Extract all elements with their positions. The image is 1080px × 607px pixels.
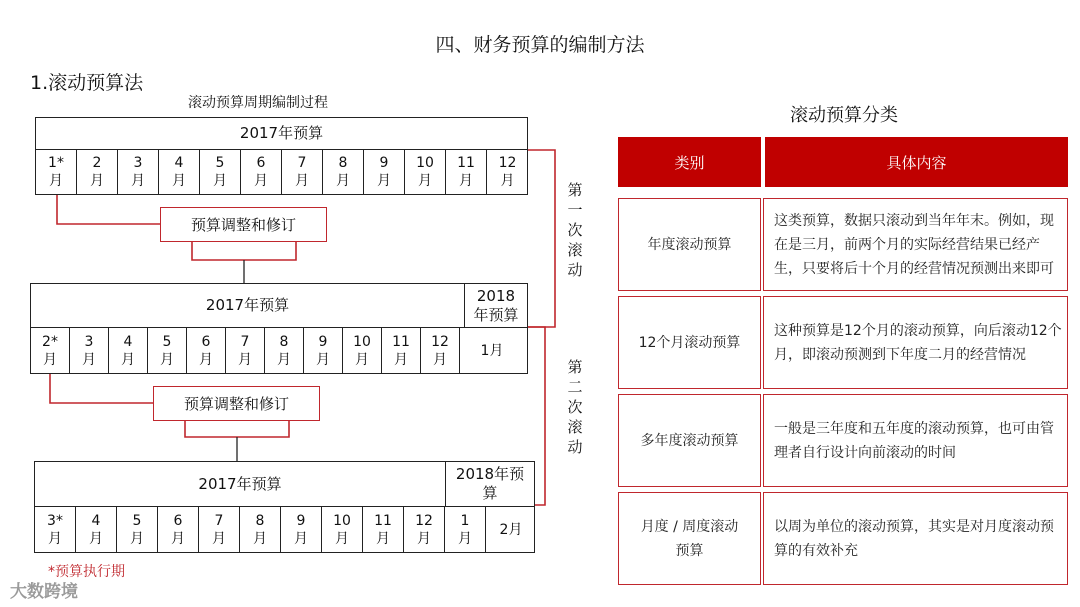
month-cell: 10 月	[322, 507, 363, 552]
month-cell: 12 月	[421, 328, 460, 373]
month-cell: 2* 月	[31, 328, 70, 373]
month-cell: 11 月	[363, 507, 404, 552]
month-cell: 12 月	[498, 155, 517, 189]
table-row-content: 这种预算是12个月的滚动预算，向后滚动12个月，即滚动预测到下年度二月的经营情况	[763, 296, 1068, 389]
month-cell: 6 月	[241, 150, 282, 194]
month-cell: 6 月	[187, 328, 226, 373]
table-header-category: 类别	[618, 137, 761, 187]
month-cell: 11 月	[446, 150, 487, 194]
month-cell: 7 月	[199, 507, 240, 552]
month-cell: 5 月	[200, 150, 241, 194]
month-cell: 3 月	[118, 150, 159, 194]
second-roll-label: 第二次滚动	[567, 358, 583, 456]
month-cell: 8 月	[240, 507, 281, 552]
month-cell: 1* 月	[36, 150, 77, 194]
month-cell: 7 月	[226, 328, 265, 373]
month-cell: 12 月	[404, 507, 445, 552]
month-cell: 8 月	[265, 328, 304, 373]
month-cell: 9 月	[364, 150, 405, 194]
row1-header-label: 2017年预算	[239, 124, 324, 142]
row3-months	[34, 506, 535, 553]
adjust-box-2: 预算调整和修订	[153, 386, 320, 421]
row3-header-label: 2017年预算	[198, 474, 282, 493]
row2-header2	[464, 283, 528, 328]
month-cell: 3* 月	[35, 507, 76, 552]
month-cell: 4 月	[159, 150, 200, 194]
month-cell: 7 月	[282, 150, 323, 194]
month-cell: 5 月	[148, 328, 187, 373]
month-cell: 9 月	[304, 328, 343, 373]
table-title: 滚动预算分类	[790, 105, 898, 126]
row2-header2-label: 2018 年预算	[473, 286, 519, 324]
watermark-logo: 大数跨境	[10, 582, 78, 602]
month-cell: 6 月	[158, 507, 199, 552]
table-row-category: 年度滚动预算	[618, 198, 761, 291]
month-cell: 10 月	[405, 150, 446, 194]
month-cell: 11 月	[382, 328, 421, 373]
first-roll-label: 第一次滚动	[567, 181, 583, 279]
month-cell: 4 月	[109, 328, 148, 373]
month-cell: 5 月	[117, 507, 158, 552]
row3-header2	[445, 461, 535, 507]
row3-header	[34, 461, 446, 507]
execution-period-note: *预算执行期	[48, 564, 125, 580]
month-cell: 1 月	[445, 507, 486, 552]
table-row-category: 多年度滚动预算	[618, 394, 761, 487]
row2-months	[30, 327, 528, 374]
diagram-caption: 滚动预算周期编制过程	[188, 95, 328, 111]
table-row-category: 12个月滚动预算	[618, 296, 761, 389]
month-cell: 10 月	[343, 328, 382, 373]
table-row-category: 月度 / 周度滚动 预算	[618, 492, 761, 585]
table-row-content: 这类预算，数据只滚动到当年年末。例如，现在是三月，前两个月的实际经营结果已经产生，只要将后十个月的经营情况预测出来即可	[763, 198, 1068, 291]
month-cell: 2 月	[77, 150, 118, 194]
month-cell: 1月	[480, 342, 504, 359]
row1-months	[35, 149, 528, 195]
section-heading: 1.滚动预算法	[30, 72, 144, 94]
row2-header	[30, 283, 465, 328]
month-cell: 4 月	[76, 507, 117, 552]
table-row-content: 一般是三年度和五年度的滚动预算，也可由管理者自行设计向前滚动的时间	[763, 394, 1068, 487]
table-header-content: 具体内容	[765, 137, 1068, 187]
page-title: 四、财务预算的编制方法	[435, 34, 645, 56]
row3-header2-label: 2018年预 算	[455, 465, 525, 502]
adjust-box-1: 预算调整和修订	[160, 207, 327, 242]
month-cell: 3 月	[70, 328, 109, 373]
month-cell: 9 月	[281, 507, 322, 552]
row1-header	[35, 117, 528, 150]
table-row-content: 以周为单位的滚动预算，其实是对月度滚动预算的有效补充	[763, 492, 1068, 585]
month-cell: 8 月	[323, 150, 364, 194]
row2-header-label: 2017年预算	[205, 296, 290, 314]
month-cell: 2月	[499, 521, 523, 538]
